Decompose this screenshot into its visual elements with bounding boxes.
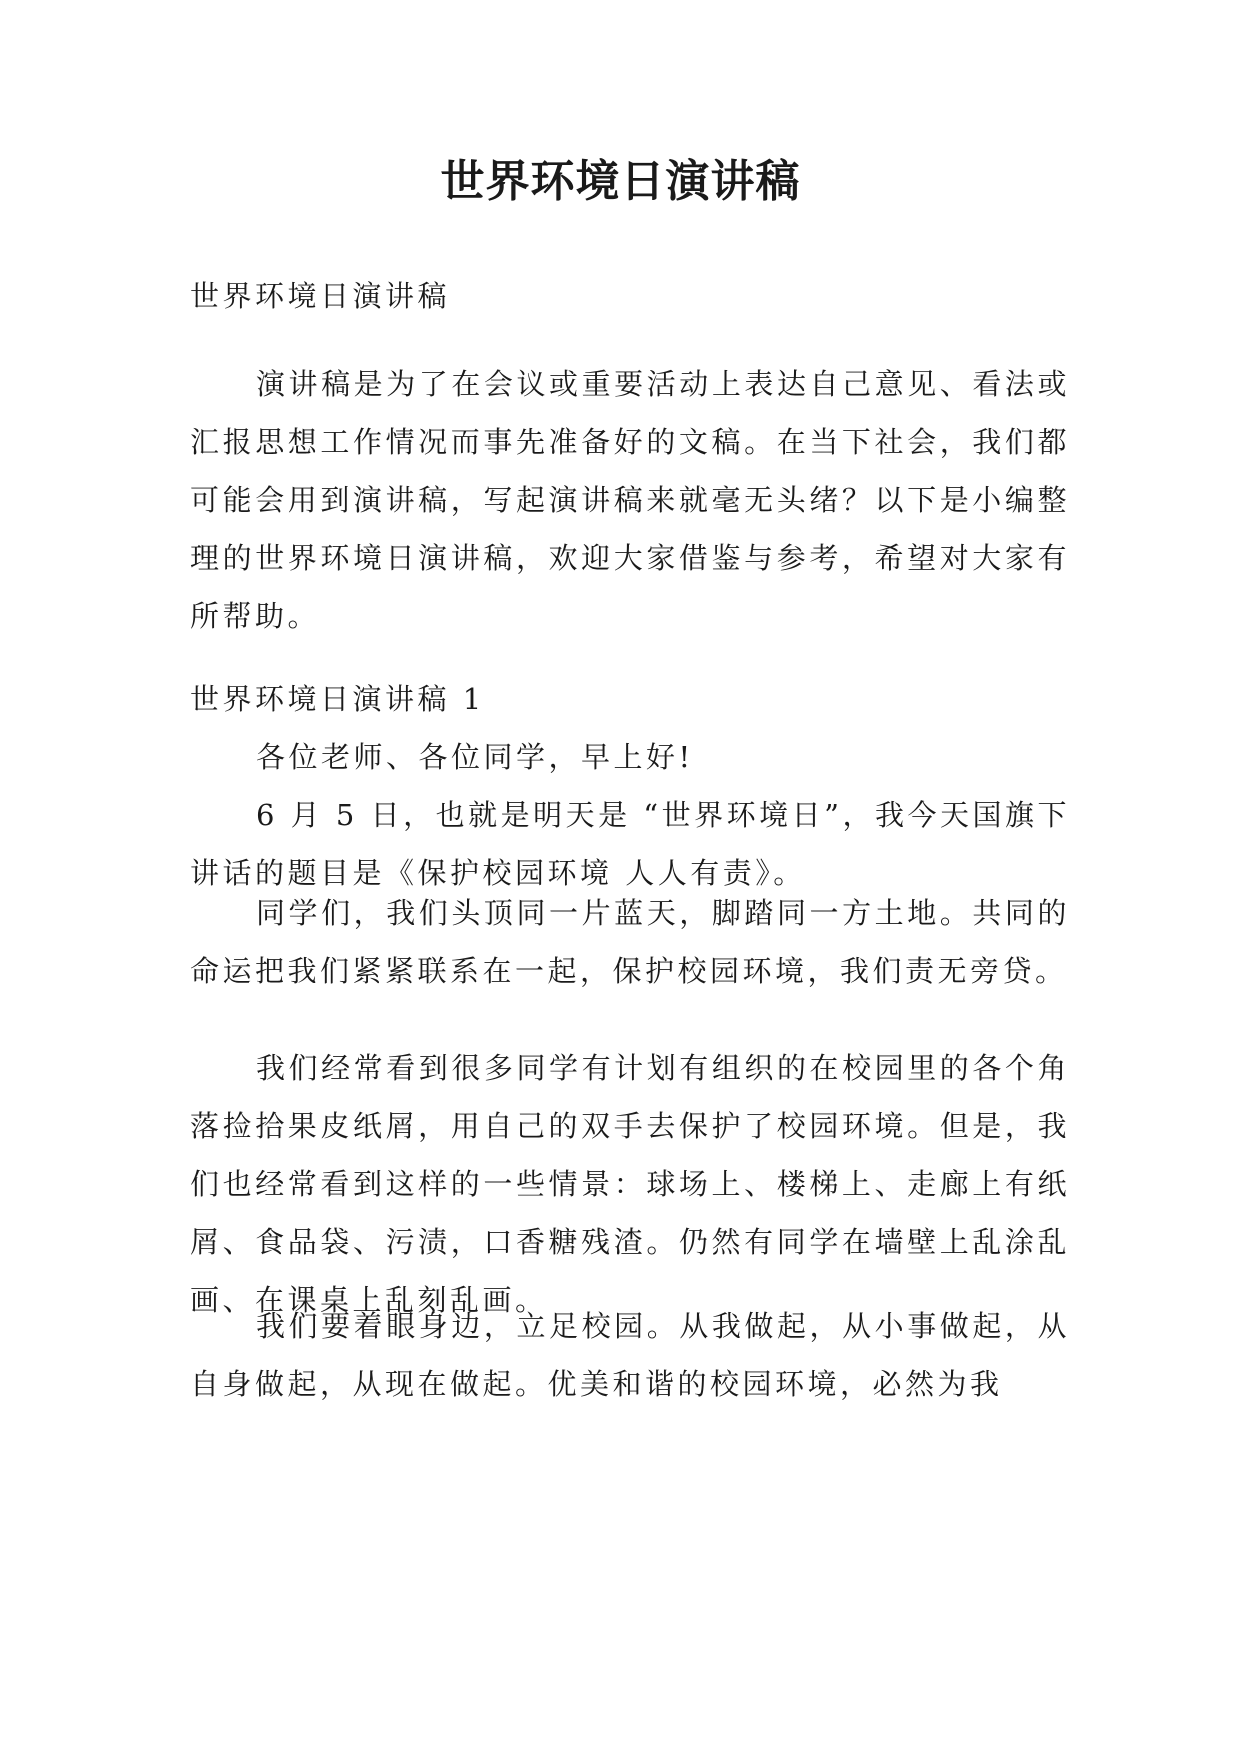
body-paragraph: 同学们，我们头顶同一片蓝天，脚踏同一方土地。共同的命运把我们紧紧联系在一起，保护校园环境，我们责无旁贷。 [190,896,1070,988]
body-paragraph: 我们经常看到很多同学有计划有组织的在校园里的各个角落捡拾果皮纸屑，用自己的双手去保护了校园环境。但是，我们也经常看到这样的一些情景：球场上、楼梯上、走廊上有纸屑、食品袋、污渍，口香糖残渣。仍然有同学在墙壁上乱涂乱画、在课桌上乱刻乱画。 [190,1051,1070,1317]
body-paragraph: 6 月 5 日，也就是明天是 “世界环境日”，我今天国旗下讲话的题目是《保护校园环境 人人有责》。 [190,798,1070,890]
intro-paragraph: 演讲稿是为了在会议或重要活动上表达自己意见、看法或汇报思想工作情况而事先准备好的文稿。在当下社会，我们都可能会用到演讲稿，写起演讲稿来就毫无头绪？以下是小编整理的世界环境日演讲稿，欢迎大家借鉴与参考，希望对大家有所帮助。 [190,367,1070,633]
document-subtitle: 世界环境日演讲稿 [190,279,451,313]
document-title: 世界环境日演讲稿 [440,156,801,207]
section-heading: 世界环境日演讲稿 1 [190,682,485,716]
body-paragraph: 我们要着眼身边，立足校园。从我做起，从小事做起，从自身做起，从现在做起。优美和谐的校园环境，必然为我 [190,1309,1070,1401]
body-paragraph: 各位老师、各位同学，早上好! [256,740,694,774]
